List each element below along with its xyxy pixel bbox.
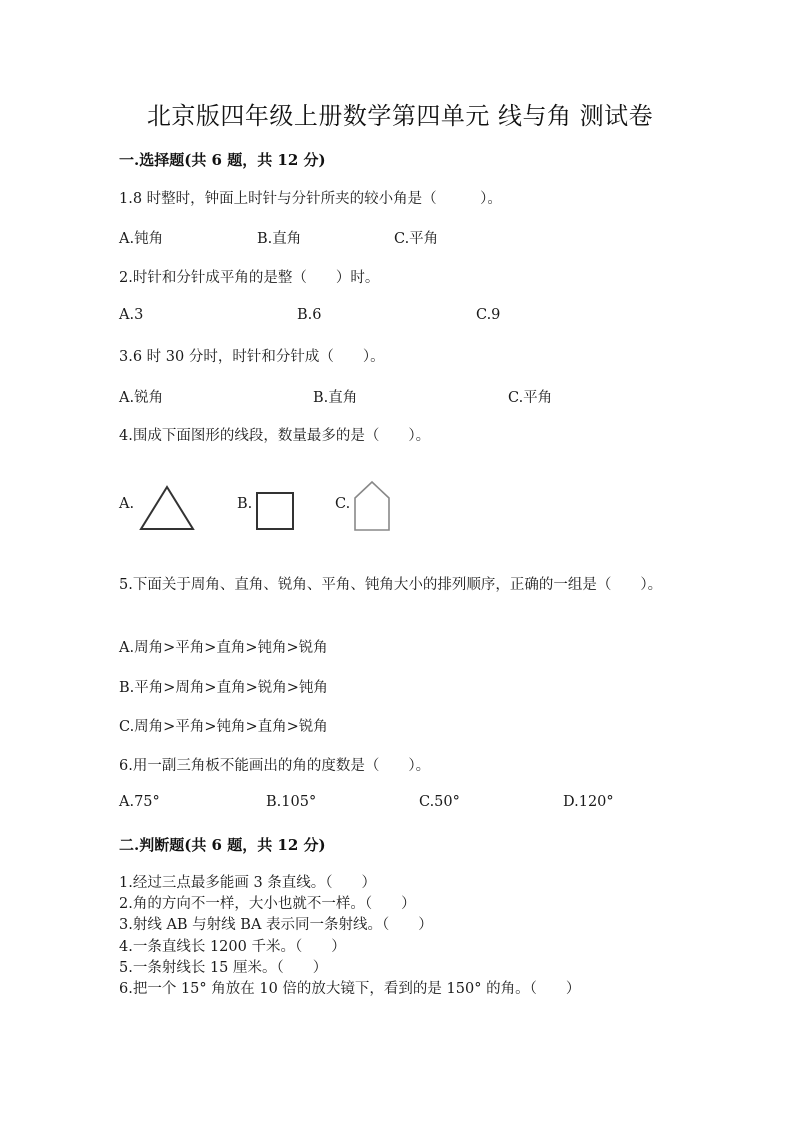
judge-item-2: 2.角的方向不一样，大小也就不一样。（ ） bbox=[119, 896, 416, 913]
question-5: 5.下面关于周角、直角、锐角、平角、钝角大小的排列顺序，正确的一组是（ ）。 bbox=[119, 577, 663, 593]
q5-option-b[interactable]: B.平角>周角>直角>锐角>钝角 bbox=[119, 680, 328, 696]
judge-item-4: 4.一条直线长 1200 千米。（ ） bbox=[119, 938, 346, 955]
question-3: 3.6 时 30 分时，时针和分针成（ ）。 bbox=[119, 349, 385, 365]
q5-option-a[interactable]: A.周角>平角>直角>钝角>锐角 bbox=[119, 640, 328, 656]
q6-option-b[interactable]: B.105° bbox=[266, 794, 317, 810]
q2-option-b[interactable]: B.6 bbox=[297, 307, 322, 323]
q3-option-b[interactable]: B.直角 bbox=[313, 390, 358, 406]
q2-option-c[interactable]: C.9 bbox=[476, 307, 501, 323]
pentagon-house-icon bbox=[352, 480, 392, 532]
q2-option-a[interactable]: A.3 bbox=[119, 307, 144, 323]
q6-option-d[interactable]: D.120° bbox=[563, 794, 614, 810]
question-4: 4.围成下面图形的线段，数量最多的是（ ）。 bbox=[119, 428, 431, 444]
q3-option-c[interactable]: C.平角 bbox=[508, 390, 553, 406]
judge-item-3: 3.射线 AB 与射线 BA 表示同一条射线。（ ） bbox=[119, 917, 433, 934]
q6-option-c[interactable]: C.50° bbox=[419, 794, 460, 810]
question-2: 2.时针和分针成平角的是整（ ）时。 bbox=[119, 270, 380, 286]
q6-option-a[interactable]: A.75° bbox=[119, 794, 160, 810]
question-6: 6.用一副三角板不能画出的角的度数是（ ）。 bbox=[119, 758, 431, 774]
q4-option-c[interactable]: C. bbox=[335, 496, 351, 512]
square-icon bbox=[255, 491, 295, 531]
triangle-icon bbox=[138, 485, 196, 531]
judge-list bbox=[119, 873, 580, 1000]
judge-item-5: 5.一条射线长 15 厘米。（ ） bbox=[119, 959, 328, 976]
q5-option-c[interactable]: C.周角>平角>钝角>直角>锐角 bbox=[119, 719, 328, 735]
q4-option-a[interactable]: A. bbox=[119, 496, 135, 512]
page-title: 北京版四年级上册数学第四单元 线与角 测试卷 bbox=[146, 102, 654, 130]
section-heading-judge: 二.判断题(共 6 题，共 12 分) bbox=[119, 836, 326, 854]
judge-item-6: 6.把一个 15° 角放在 10 倍的放大镜下，看到的是 150° 的角。（ ） bbox=[119, 981, 581, 998]
q4-option-b[interactable]: B. bbox=[237, 496, 253, 512]
q3-option-a[interactable]: A.锐角 bbox=[119, 390, 164, 406]
judge-item-1: 1.经过三点最多能画 3 条直线。（ ） bbox=[119, 875, 377, 891]
q1-option-c[interactable]: C.平角 bbox=[394, 231, 439, 247]
q1-option-a[interactable]: A.钝角 bbox=[119, 231, 164, 247]
question-1: 1.8 时整时，钟面上时针与分针所夹的较小角是（ ）。 bbox=[119, 191, 502, 207]
q1-option-b[interactable]: B.直角 bbox=[257, 231, 302, 247]
section-heading-choice: 一.选择题(共 6 题，共 12 分) bbox=[119, 151, 326, 169]
